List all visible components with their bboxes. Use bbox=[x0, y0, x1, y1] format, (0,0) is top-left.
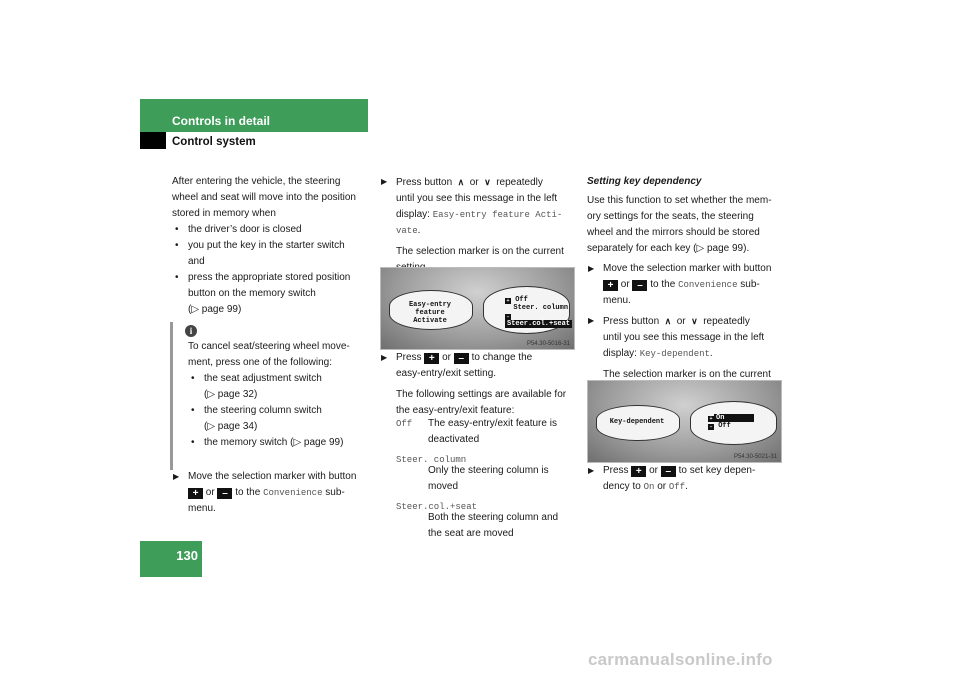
page-number: 130 bbox=[176, 548, 198, 563]
minus-key-icon: – bbox=[454, 353, 469, 364]
menu-code: Convenience bbox=[263, 488, 323, 498]
list-item: • you put the key in the starter switch and bbox=[172, 238, 372, 270]
subsection-marker bbox=[140, 132, 166, 149]
page-link[interactable]: (▷ page 32) bbox=[204, 389, 258, 400]
down-key-icon: ∨ bbox=[484, 177, 491, 187]
column-2: ▶ Press button ∧ or ∨ repeatedly until you see this message in the left display: Easy-entry feature Acti- vate. The selection marker is on the current bbox=[380, 174, 576, 276]
minus-key-icon: – bbox=[661, 466, 676, 477]
up-key-icon: ∧ bbox=[664, 316, 672, 326]
info-line: To cancel seat/steering wheel move- bbox=[188, 341, 350, 352]
plus-key-icon: + bbox=[188, 488, 203, 499]
info-box-bar bbox=[170, 322, 173, 470]
display-message: Key-dependent bbox=[639, 349, 710, 359]
photo-code: P54.30-5021-31 bbox=[733, 454, 777, 460]
section-title: Controls in detail bbox=[172, 114, 271, 128]
plus-key-icon: + bbox=[424, 353, 439, 364]
minus-key-icon: – bbox=[217, 488, 232, 499]
photo-code: P54.30-5016-31 bbox=[526, 341, 570, 347]
list-item: • press the appropriate stored position button on the memory switch (▷ page 99) bbox=[172, 270, 372, 318]
section-heading: Setting key dependency bbox=[587, 176, 702, 187]
list-item: • the steering column switch (▷ page 34) bbox=[188, 403, 378, 435]
plus-key-icon: + bbox=[603, 280, 618, 291]
step-move-marker: ▶ Move the selection marker with button + or – to the Convenience sub- menu. bbox=[172, 469, 372, 517]
setting-term: Steer. column bbox=[396, 455, 467, 465]
menu-code: Convenience bbox=[678, 280, 738, 290]
intro-line: stored in memory when bbox=[172, 208, 276, 219]
minus-key-icon: – bbox=[632, 280, 647, 291]
subsection-title: Control system bbox=[172, 136, 256, 148]
page-link[interactable]: (▷ page 34) bbox=[204, 421, 258, 432]
step-set-key: ▶ Press + or – to set key depen- dency to On or Off. bbox=[587, 463, 787, 495]
column-2-lower: ▶ Press + or – to change the easy-entry/exit setting. The following settings are available for the easy-entry/exit feature: bbox=[380, 350, 576, 419]
list-item: • the memory switch (▷ page 99) bbox=[188, 435, 378, 451]
display-photo: Easy-entry feature Activate + Off Steer. column –Steer.col.+seat P54.30-5016-31 bbox=[380, 267, 575, 350]
display-message: Easy-entry feature Acti- bbox=[432, 210, 563, 220]
column-3: Setting key dependency Use this function to set whether the mem- ory settings for the seats, the steering wheel and the mirrors should be stored separately for each key (▷ page 99). ▶ Move the selection marker with button + or – to the Convenience sub- menu. ▶ Press button ∧ or ∨ repeatedly until you see this message in the left display: Key-dependent. The selection marker is on the current bbox=[587, 174, 787, 399]
plus-key-icon: + bbox=[631, 466, 646, 477]
down-key-icon: ∨ bbox=[691, 316, 698, 326]
watermark: carmanualsonline.info bbox=[588, 650, 773, 669]
info-line: ment, press one of the following: bbox=[188, 357, 332, 368]
info-icon: i bbox=[185, 325, 197, 337]
settings-list: Off The easy-entry/exit feature is deactivated Steer. column Only the steering column is moved Steer.col.+seat Both the steering column and the seat are moved bbox=[396, 418, 559, 539]
column-1 bbox=[172, 174, 372, 318]
info-box bbox=[188, 339, 378, 451]
intro-line: wheel and seat will move into the position bbox=[172, 192, 356, 203]
list-item: • the seat adjustment switch (▷ page 32) bbox=[188, 371, 378, 403]
intro-line: After entering the vehicle, the steering bbox=[172, 176, 341, 187]
display-photo: Key-dependent + On – Off P54.30-5021-31 bbox=[587, 380, 782, 463]
page-link[interactable]: (▷ page 99) bbox=[188, 304, 242, 315]
list-item: • the driver’s door is closed bbox=[172, 222, 372, 238]
up-key-icon: ∧ bbox=[457, 177, 465, 187]
setting-term: Off bbox=[396, 419, 413, 429]
setting-term: Steer.col.+seat bbox=[396, 502, 478, 512]
